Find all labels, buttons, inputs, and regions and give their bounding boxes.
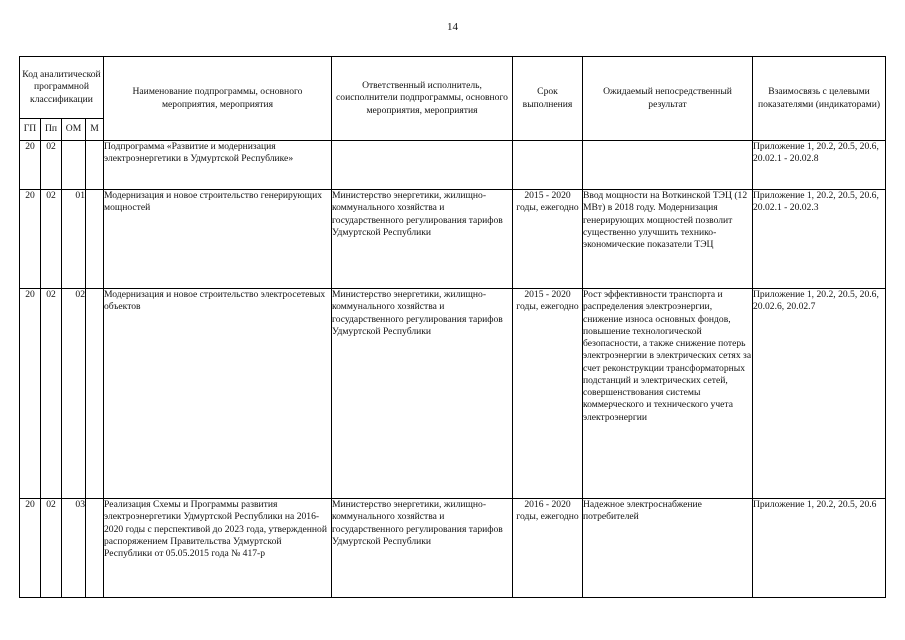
cell-om [62,141,86,190]
cell-pp: 02 [41,141,62,190]
header-m: М [86,119,104,141]
cell-relation: Приложение 1, 20.2, 20.5, 20.6, 20.02.6, 20.02.7 [753,289,886,499]
cell-gp: 20 [20,141,41,190]
cell-relation: Приложение 1, 20.2, 20.5, 20.6, 20.02.1 - 20.02.3 [753,190,886,289]
cell-gp: 20 [20,499,41,598]
cell-om: 02 [62,289,86,499]
table-row [20,499,886,598]
header-om: ОМ [62,119,86,141]
cell-m [86,141,104,190]
cell-term: 2015 - 2020 годы, ежегодно [513,289,583,499]
cell-m [86,190,104,289]
cell-responsible: Министерство энергетики, жилищно-коммунального хозяйства и государственного регулирования тарифов Удмуртской Республики [332,289,513,499]
table-row [20,190,886,289]
header-name: Наименование подпрограммы, основного мероприятия, мероприятия [104,57,332,141]
program-activities-table [19,56,886,598]
cell-pp: 02 [41,190,62,289]
cell-om: 03 [62,499,86,598]
cell-gp: 20 [20,190,41,289]
header-responsible: Ответственный исполнитель, соисполнители подпрограммы, основного мероприятия, мероприятия [332,57,513,141]
header-code: Код аналитической программной классификации [20,57,104,119]
cell-pp: 02 [41,499,62,598]
header-relation: Взаимосвязь с целевыми показателями (индикаторами) [753,57,886,141]
cell-result [583,141,753,190]
header-pp: Пп [41,119,62,141]
cell-term: 2015 - 2020 годы, ежегодно [513,190,583,289]
page-number: 14 [447,21,458,33]
header-gp: ГП [20,119,41,141]
cell-name: Модернизация и новое строительство генерирующих мощностей [104,190,332,289]
cell-pp: 02 [41,289,62,499]
cell-responsible [332,141,513,190]
table-row [20,289,886,499]
cell-responsible: Министерство энергетики, жилищно-коммунального хозяйства и государственного регулирования тарифов Удмуртской Республики [332,499,513,598]
cell-relation: Приложение 1, 20.2, 20.5, 20.6 [753,499,886,598]
cell-m [86,499,104,598]
cell-name: Модернизация и новое строительство электросетевых объектов [104,289,332,499]
header-term: Срок выполнения [513,57,583,141]
cell-name: Реализация Схемы и Программы развития электроэнергетики Удмуртской Республики на 2016-2020 годы с перспективой до 2023 года, утвержденной распоряжением Правительства Удмуртской Республики от 05.05.2015 года № 417-р [104,499,332,598]
cell-name: Подпрограмма «Развитие и модернизация электроэнергетики в Удмуртской Республике» [104,141,332,190]
cell-term [513,141,583,190]
cell-gp: 20 [20,289,41,499]
cell-om: 01 [62,190,86,289]
cell-result: Рост эффективности транспорта и распределения электроэнергии, снижение износа основных фондов, повышение технологической безопасности, а также снижение потерь электроэнергии в электрических сетях за счет реконструкции трансформаторных подстанций и электрических сетей, совершенствования системы коммерческого и технического учета электроэнергии [583,289,753,499]
cell-m [86,289,104,499]
cell-responsible: Министерство энергетики, жилищно-коммунального хозяйства и государственного регулирования тарифов Удмуртской Республики [332,190,513,289]
cell-result: Надежное электроснабжение потребителей [583,499,753,598]
header-result: Ожидаемый непосредственный результат [583,57,753,141]
cell-term: 2016 - 2020 годы, ежегодно [513,499,583,598]
cell-result: Ввод мощности на Воткинской ТЭЦ (12 МВт) в 2018 году. Модернизация генерирующих мощностей позволит существенно улучшить технико-экономические показатели ТЭЦ [583,190,753,289]
table-row [20,141,886,190]
cell-relation: Приложение 1, 20.2, 20.5, 20.6, 20.02.1 - 20.02.8 [753,141,886,190]
